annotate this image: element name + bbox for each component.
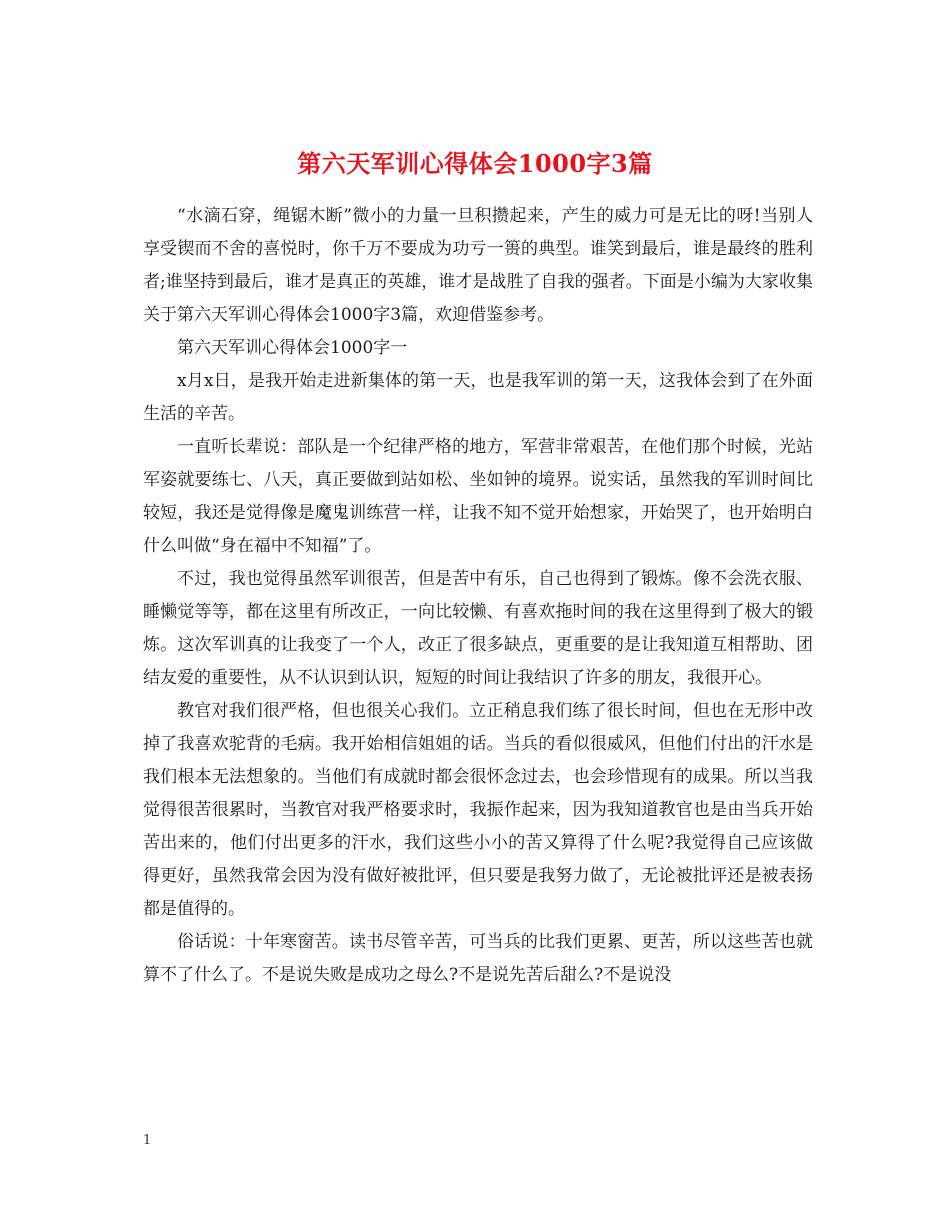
document-title: 第六天军训心得体会1000字3篇 bbox=[297, 149, 653, 179]
body-paragraph: 教官对我们很严格，但也很关心我们。立正稍息我们练了很长时间，但也在无形中改掉了我喜欢驼背的毛病。我开始相信姐姐的话。当兵的看似很威风，但他们付出的汗水是我们根本无法想象的。当他们有成就时都会很怀念过去，也会珍惜现有的成果。所以当我觉得很苦很累时，当教官对我严格要求时，我振作起来，因为我知道教官也是由当兵开始苦出来的，他们付出更多的汗水，我们这些小小的苦又算得了什么呢?我觉得自己应该做得更好，虽然我常会因为没有做好被批评，但只要是我努力做了，无论被批评还是被表扬都是值得的。 bbox=[143, 701, 813, 919]
page-number: 1 bbox=[143, 1133, 152, 1148]
body-paragraph: 不过，我也觉得虽然军训很苦，但是苦中有乐，自己也得到了锻炼。像不会洗衣服、睡懒觉等等，都在这里有所改正，一向比较懒、有喜欢拖时间的我在这里得到了极大的锻炼。这次军训真的让我变了一个人，改正了很多缺点，更重要的是让我知道互相帮助、团结友爱的重要性，从不认识到认识，短短的时间让我结识了许多的朋友，我很开心。 bbox=[143, 569, 813, 688]
body-paragraph: 俗话说：十年寒窗苦。读书尽管辛苦，可当兵的比我们更累、更苦，所以这些苦也就算不了什么了。不是说失败是成功之母么?不是说先苦后甜么?不是说没 bbox=[143, 932, 813, 985]
intro-paragraph: “水滴石穿，绳锯木断”微小的力量一旦积攒起来，产生的威力可是无比的呀!当别人享受锲而不舍的喜悦时，你千万不要成为功亏一篑的典型。谁笑到最后，谁是最终的胜利者;谁坚持到最后，谁才是真正的英雄，谁才是战胜了自我的强者。下面是小编为大家收集关于第六天军训心得体会1000字3篇，欢迎借鉴参考。 bbox=[143, 206, 813, 325]
body-paragraph: x月x日，是我开始走进新集体的第一天，也是我军训的第一天，这我体会到了在外面生活的辛苦。 bbox=[143, 371, 813, 424]
body-paragraph: 一直听长辈说：部队是一个纪律严格的地方，军营非常艰苦，在他们那个时候，光站军姿就要练七、八天，真正要做到站如松、坐如钟的境界。说实话，虽然我的军训时间比较短，我还是觉得像是魔鬼训练营一样，让我不知不觉开始想家，开始哭了，也开始明白什么叫做“身在福中不知福”了。 bbox=[143, 437, 813, 556]
section-heading: 第六天军训心得体会1000字一 bbox=[177, 338, 408, 358]
document-body bbox=[143, 200, 813, 992]
